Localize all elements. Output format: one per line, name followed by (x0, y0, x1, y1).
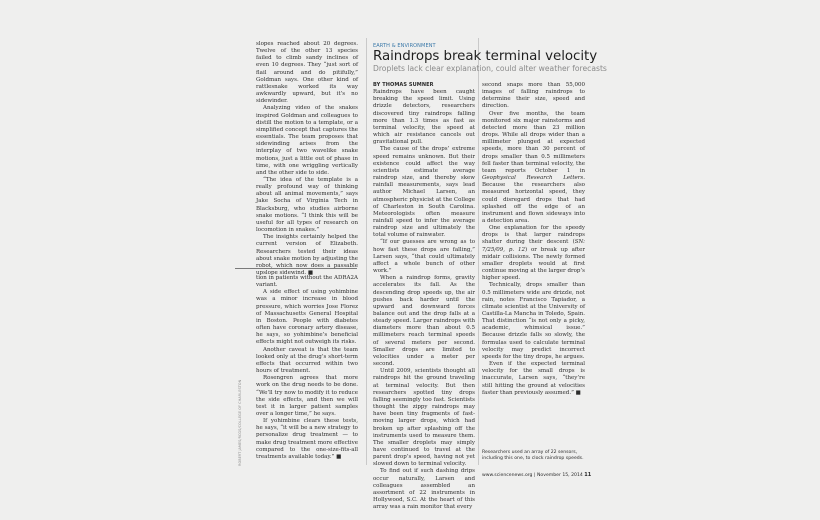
column-divider (478, 38, 479, 465)
paragraph-text: ) or break up after midair collisions. The newly formed smaller droplets would at first continue moving at the larger drop’s higher speed. (482, 246, 585, 282)
journal-name: Geophysical Research Letters (482, 175, 584, 182)
paragraph-text: Over five months, the team monitored six major rainstorms and detected more than 23 million drops. While all drops wider than a millimeter plunged at expected speeds, more than 30 percent of drops smaller than 0.5 millimeters fell faster than terminal velocity, the team reports October 1 in (482, 110, 585, 174)
article-paragraph: Until 2009, scientists thought all raindrops hit the ground traveling at terminal velocity. But then researchers spotted tiny drops falling seemingly too fast. Scientists thought the zippy raindrops may have been tiny fragments of fast-moving larger drops, which had broken up after splashing off the instruments used to measure them. The smaller droplets may simply have continued to travel at the parent drop’s speed, having not yet slowed down to terminal velocity. (373, 368, 475, 468)
article-paragraph: When a raindrop forms, gravity accelerates its fall. As the descending drop speeds up, the air pushes back harder until the upward and downward forces balance out and the drop falls at a steady speed. Larger raindrops with diameters more than about 0.5 millimeters reach terminal speeds of several meters per second. Smaller drops are limited to velocities under a meter per second. (373, 275, 475, 368)
previous-story-column-bottom (256, 275, 358, 467)
article-paragraph: The cause of the drops’ extreme speed remains unknown. But their existence could affect the way scientists estimate average raindrop size, and thereby skew rainfall measurements, says lead author Michael Larsen, an atmospheric physicist at the College of Charleston in South Carolina. Meteorologists often measure rainfall speed to infer the average raindrop size and ultimately the total volume of rainwater. (373, 146, 475, 239)
story-paragraph: tion in patients without the ADRA2A variant. (256, 275, 358, 289)
citation: SN: 7/25/09, p. 12 (482, 239, 585, 253)
article-paragraph: Even if the expected terminal velocity for the small drops is inaccurate, Larsen says, “they’re still hitting the ground at velocities faster than previously assumed.” ■ (482, 361, 585, 396)
article-paragraph: To find out if such dashing drips occur naturally, Larsen and colleagues assembled an assortment of 22 instruments in Hollywood, S.C. At the heart of this array was a rain monitor that every (373, 468, 475, 511)
previous-story-column-top (256, 41, 358, 276)
article-paragraph: second snaps more than 55,000 images of falling raindrops to determine their size, speed and direction. (482, 82, 585, 110)
footer-separator: | (533, 473, 536, 478)
article-deck: Droplets lack clear explanation, could alter weather forecasts (373, 64, 607, 73)
story-paragraph: “The idea of the template is a really profound way of thinking about all animal movements,” says Jake Socha of Virginia Tech in Blacksburg, who studies airborne snake motions. “I think this will be useful for all types of research on locomotion in snakes.” (256, 176, 358, 234)
story-paragraph: Rosengren agrees that more work on the drug needs to be done. “We’ll try now to modify it to reduce the side effects, and then we will test it in larger patient samples over a longer time,” he says. (256, 375, 358, 417)
story-paragraph: Another caveat is that the team looked only at the drug’s short-term effects that occurred within two hours of treatment. (256, 346, 358, 375)
photo-credit: ROBERT JAMES/RCGS/COLLEGE OF CHARLESTON (238, 379, 242, 466)
article-column-2 (482, 82, 585, 396)
paragraph-text: . Because the researchers also measured horizontal speed, they could disregard drops that had splashed off the edge of an instrument and flown sideways into a detection area. (482, 175, 585, 224)
photo-caption: Researchers used an array of 22 sensors, including this one, to clock raindrop speeds. (482, 450, 584, 461)
column-divider (366, 38, 367, 465)
footer-url: www.sciencenews.org (482, 473, 533, 478)
article-paragraph: Technically, drops smaller than 0.5 millimeters wide are drizzle, not rain, notes Francisco Tapiador, a climate scientist at the University of Castilla-La Mancha in Toledo, Spain. That distinction “is not only a picky, academic, whimsical issue.” Because drizzle falls so slowly, the formulas used to calculate terminal velocity may predict incorrect speeds for the tiny drops, he argues. (482, 282, 585, 360)
page-number: 11 (584, 472, 592, 478)
article-paragraph (482, 111, 585, 226)
story-paragraph: A side effect of using yohimbine was a minor increase in blood pressure, which worries Jose Florez of Massachusetts General Hospital in Boston. People with diabetes often have coronary artery disease, he says, so yohimbine’s beneficial effects might not outweigh its risks. (256, 289, 358, 346)
article-headline: Raindrops break terminal velocity (373, 49, 598, 64)
story-paragraph: The insights certainly helped the current version of Elizabeth. Researchers tested their ideas about snake motion by adjusting the robot, which now does a passable upslope sidewind. ■ (256, 234, 358, 276)
story-paragraph: If yohimbine clears these tests, he says, “it will be a new strategy to personalize drug treatment — to make drug treatment more effective compared to the one-size-fits-all treatments available today.” ■ (256, 418, 358, 460)
section-label: EARTH & ENVIRONMENT (373, 43, 436, 49)
article-paragraph: “If our guesses are wrong as to how fast these drops are falling,” Larsen says, “that could ultimately affect a whole bunch of other work.” (373, 239, 475, 275)
byline: BY THOMAS SUMNER (373, 82, 434, 88)
lead-paragraph (373, 82, 475, 146)
story-paragraph: slopes reached about 20 degrees. Twelve of the other 13 species failed to climb sandy inclines of even 10 degrees. They “just sort of flail around and do pitifully,” Goldman says. One other kind of rattlesnake worked its way awkwardly upward, but it’s no sidewinder. (256, 41, 358, 105)
story-separator-rule (235, 268, 357, 269)
footer-date: November 15, 2014 (536, 473, 583, 478)
paragraph-text: One explanation for the speedy drops is that larger raindrops shatter during their descent ( (482, 225, 585, 246)
article-paragraph (482, 225, 585, 282)
page-footer (482, 472, 592, 478)
article-column-1 (373, 82, 475, 511)
story-paragraph: Analyzing video of the snakes inspired Goldman and colleagues to distill the motion to a template, or a simplified concept that captures the essentials. The team proposes that sidewinding arises from the interplay of two wavelike snake motions, just a little out of phase in time, with one wriggling vertically and the other side to side. (256, 105, 358, 176)
lead-text: Raindrops have been caught breaking the speed limit. Using drizzle detectors, researchers discovered tiny raindrops falling more than 1.3 times as fast as terminal velocity, the speed at which air resistance cancels out gravitational pull. (373, 89, 475, 146)
